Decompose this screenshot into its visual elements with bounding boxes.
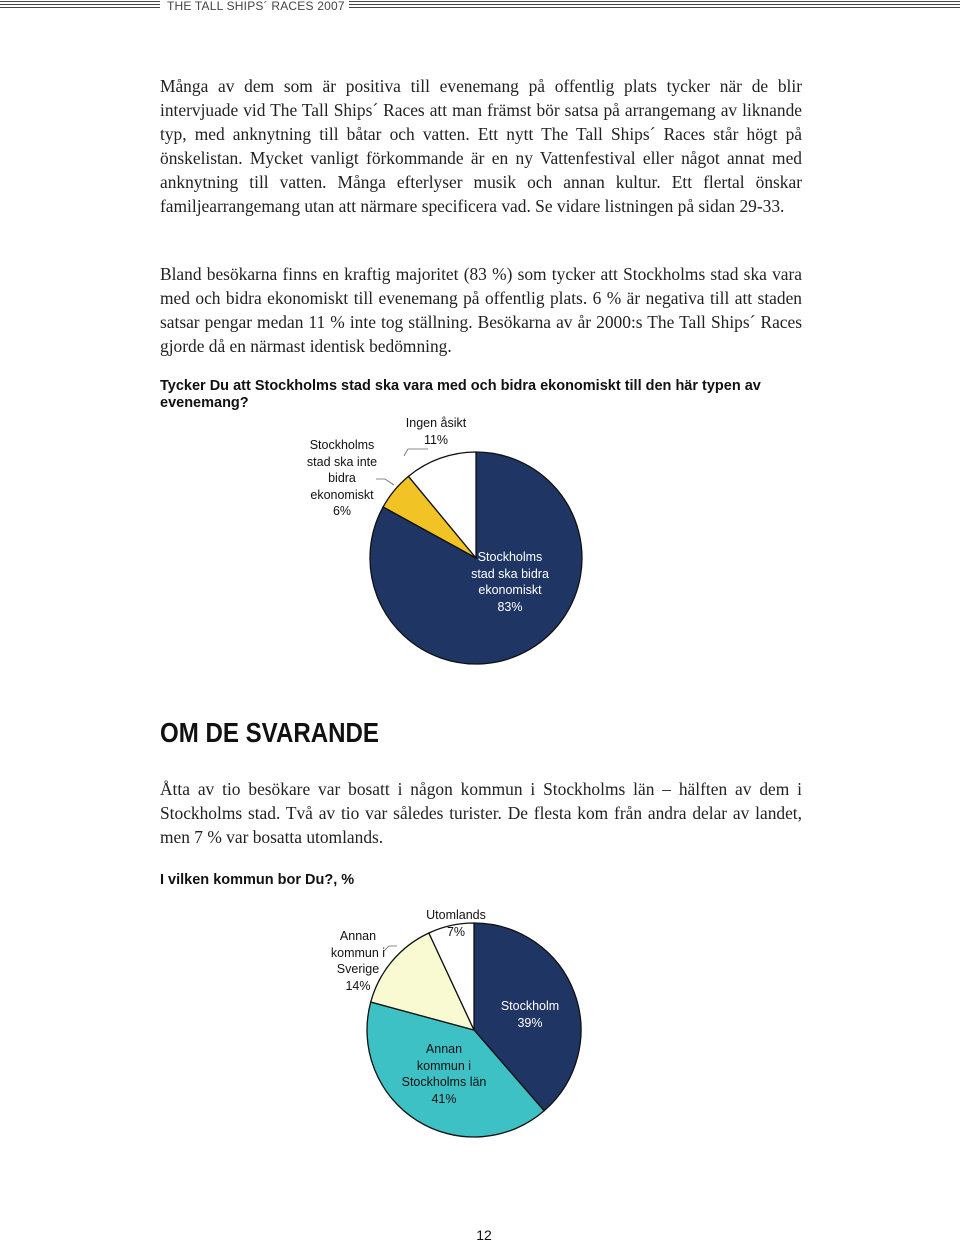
paragraph-respondents: Åtta av tio besökare var bosatt i någon kommun i Stockholms län – hälften av dem i Stockholms stad. Två av tio var således turister. De flesta kom från andra delar av landet, men 7 % var bosatta utomlands. [160, 779, 802, 847]
paragraph-funding-opinion: Bland besökarna finns en kraftig majoritet (83 %) som tycker att Stockholms stad ska vara med och bidra ekonomiskt till evenemang på offentlig plats. 6 % är negativa till att staden satsar pengar medan 11 % inte tog ställning. Besökarna av år 2000:s The Tall Ships´ Races gjorde då en närmast identisk bedömning. [160, 264, 802, 356]
pie1-label-inte-bidra: Stockholms stad ska inte bidra ekonomiskt 6% [306, 438, 378, 518]
pie2-label-stockholm: Stockholm 39% [500, 999, 560, 1030]
pie2-label-stockholms-lan: Annan kommun i Stockholms län 41% [401, 1042, 487, 1106]
section-heading: OM DE SVARANDE [160, 717, 379, 748]
paragraph-wishes: Många av dem som är positiva till evenemang på offentlig plats tycker när de blir intervjuade vid The Tall Ships´ Races att man främst bör satsa på arrangemang av liknande typ, med anknytning till båtar och vatten. Ett nytt The Tall Ships´ Races står högt på önskelistan. Mycket vanligt förkommande är en ny Vattenfestival eller något annat med anknytning till vatten. Många efterlyser musik och annan kultur. Ett flertal önskar familjearrangemang utan att närmare specificera vad. Se vidare listningen på sidan 29-33. [160, 76, 802, 216]
pie2-label-sverige: Annan kommun i Sverige 14% [330, 929, 386, 993]
pie2-label-utomlands: Utomlands 7% [426, 908, 486, 939]
chart-title-residence: I vilken kommun bor Du?, % [160, 872, 355, 888]
chart-title-funding: Tycker Du att Stockholms stad ska vara med och bidra ekonomiskt till den här typen av evenemang? [160, 378, 761, 411]
leader-line-ingen-asikt [404, 449, 428, 456]
running-header: THE TALL SHIPS´ RACES 2007 [163, 0, 349, 13]
pie1-label-bidra: Stockholms stad ska bidra ekonomiskt 83% [471, 550, 549, 614]
pie1-label-ingen-asikt: Ingen åsikt 11% [405, 416, 467, 447]
page-number: 12 [476, 1227, 492, 1243]
